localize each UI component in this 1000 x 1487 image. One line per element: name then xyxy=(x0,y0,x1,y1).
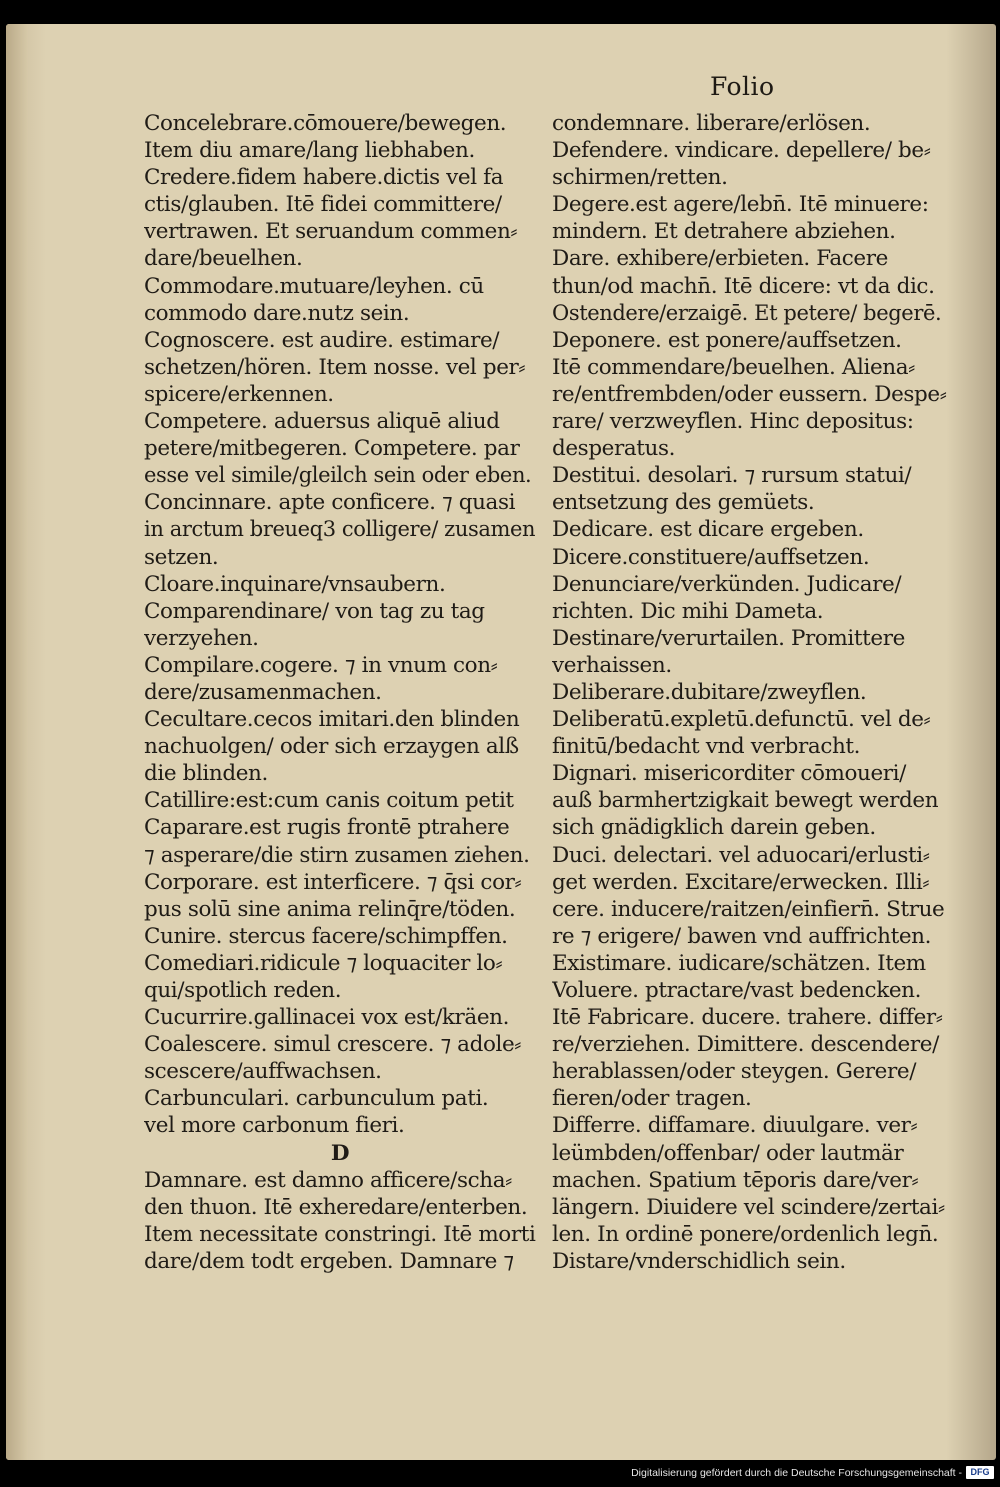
right-column-line: leümbden/offenbar/ oder lautmär xyxy=(552,1140,904,1166)
folio-header: Folio xyxy=(710,72,775,101)
right-column-line: verhaissen. xyxy=(552,652,672,678)
left-column-line: dare/beuelhen. xyxy=(144,246,303,272)
right-column-line: get werden. Excitare/erwecken. Illi⸗ xyxy=(552,869,930,895)
left-text-column xyxy=(144,110,536,1275)
right-column-line: Itē commendare/beuelhen. Aliena⸗ xyxy=(552,354,915,380)
left-column-line: verzyehen. xyxy=(144,625,259,651)
right-column-line: re/verziehen. Dimittere. descendere/ xyxy=(552,1032,939,1058)
right-column-line: Dicere.constituere/auffsetzen. xyxy=(552,544,870,570)
right-text-column xyxy=(552,110,948,1275)
right-column-line: Deliberatū.expletū.defunctū. vel de⸗ xyxy=(552,707,931,733)
left-column-line: schetzen/hören. Item nosse. vel per⸗ xyxy=(144,354,526,380)
left-column-line: qui/spotlich reden. xyxy=(144,978,342,1003)
left-column-line: Concinnare. apte conficere. ⁊ quasi xyxy=(144,490,516,516)
left-column-line: Commodare.mutuare/leyhen. cū xyxy=(144,273,484,299)
left-column-line: Credere.fidem habere.dictis vel fa xyxy=(144,165,504,191)
left-column-line: Item necessitate constringi. Itē morti xyxy=(144,1221,536,1247)
book-page xyxy=(6,24,996,1460)
left-column-line: commodo dare.nutz sein. xyxy=(144,300,410,326)
left-column-line: Concelebrare.cōmouere/bewegen. xyxy=(144,111,507,136)
right-column-line: thun/od machn̄. Itē dicere: vt da dic. xyxy=(552,273,935,299)
right-column-line: schirmen/retten. xyxy=(552,165,728,191)
left-column-line: Comparendinare/ von tag zu tag xyxy=(144,598,485,624)
left-column-line: Cucurrire.gallinacei vox est/kräen. xyxy=(144,1005,510,1031)
left-column-line: Cecultare.cecos imitari.den blinden xyxy=(144,707,520,733)
right-column-line: condemnare. liberare/erlösen. xyxy=(552,111,871,136)
binding-edge xyxy=(6,24,28,1460)
right-column-line: Ostendere/erzaigē. Et petere/ begerē. xyxy=(552,300,942,325)
right-column-line: Degere.est agere/lebn̄. Itē minuere: xyxy=(552,192,929,218)
right-column-line: herablassen/oder steygen. Gerere/ xyxy=(552,1059,917,1085)
left-column-line: esse vel simile/gleilch sein oder eben. xyxy=(144,463,532,488)
right-column-line: cere. inducere/raitzen/einfiern̄. Strue xyxy=(552,896,945,922)
left-column-line: Corporare. est interficere. ⁊ q̄si cor⸗ xyxy=(144,869,522,895)
left-column-line: die blinden. xyxy=(144,761,268,787)
left-column-line: nachuolgen/ oder sich erzaygen alß xyxy=(144,734,519,760)
left-column-line: ctis/glauben. Itē fidei committere/ xyxy=(144,192,502,218)
left-column-line: dere/zusamenmachen. xyxy=(144,679,382,705)
right-column-line: mindern. Et detrahere abziehen. xyxy=(552,219,896,245)
right-column-line: sich gnädigklich darein geben. xyxy=(552,815,876,841)
right-column-line: Voluere. ptractare/vast bedencken. xyxy=(552,978,922,1003)
dfg-logo-icon: DFG xyxy=(966,1466,994,1479)
right-column-line: Distare/vnderschidlich sein. xyxy=(552,1248,846,1274)
left-column-line: Comediari.ridicule ⁊ loquaciter lo⸗ xyxy=(144,950,503,976)
right-column-line: Dedicare. est dicare ergeben. xyxy=(552,517,864,543)
right-column-line: Deliberare.dubitare/zweyflen. xyxy=(552,679,867,705)
left-column-line: spicere/erkennen. xyxy=(144,381,334,407)
left-column-line: Catillire:est:cum canis coitum petit xyxy=(144,788,514,814)
right-column-line: Denunciare/verkünden. Judicare/ xyxy=(552,571,902,597)
left-column-line: vel more carbonum fieri. xyxy=(144,1113,405,1139)
left-column-line: Cognoscere. est audire. estimare/ xyxy=(144,327,500,353)
right-column-line: fieren/oder tragen. xyxy=(552,1086,752,1112)
left-column-line: Item diu amare/lang liebhaben. xyxy=(144,138,475,164)
right-column-line: Destinare/verurtailen. Promittere xyxy=(552,625,905,651)
right-column-line: rare/ verzweyflen. Hinc depositus: xyxy=(552,409,914,435)
right-column-line: len. In ordinē ponere/ordenlich legn̄. xyxy=(552,1221,939,1247)
left-column-line: Caparare.est rugis frontē ptrahere xyxy=(144,815,510,841)
right-column-line: finitū/bedacht vnd verbracht. xyxy=(552,734,861,760)
left-column-line: Competere. aduersus aliquē aliud xyxy=(144,409,500,435)
right-column-line: machen. Spatium tēporis dare/ver⸗ xyxy=(552,1167,919,1193)
right-column-line: entsetzung des gemüets. xyxy=(552,490,815,516)
right-column-line: re/entfrembden/oder eussern. Despe⸗ xyxy=(552,381,947,407)
left-column-line: Damnare. est damno afficere/scha⸗ xyxy=(144,1167,512,1193)
left-column-line: Cloare.inquinare/vnsaubern. xyxy=(144,571,446,597)
left-column-line: scescere/auffwachsen. xyxy=(144,1059,382,1085)
right-column-line: Deponere. est ponere/auffsetzen. xyxy=(552,327,902,353)
right-column-line: Destitui. desolari. ⁊ rursum statui/ xyxy=(552,463,912,489)
footer-bar xyxy=(0,1460,1000,1487)
left-column-line: setzen. xyxy=(144,544,219,570)
left-column-line: den thuon. Itē exheredare/enterben. xyxy=(144,1194,528,1220)
left-column-line: D xyxy=(330,1140,350,1166)
right-column-line: Dare. exhibere/erbieten. Facere xyxy=(552,246,888,272)
left-column-line: ⁊ asperare/die stirn zusamen ziehen. xyxy=(144,842,530,868)
right-column-line: richten. Dic mihi Dameta. xyxy=(552,598,824,624)
right-column-line: Differre. diffamare. diuulgare. ver⸗ xyxy=(552,1113,918,1139)
right-column-line: Duci. delectari. vel aduocari/erlusti⸗ xyxy=(552,842,930,868)
left-column-line: vertrawen. Et seruandum commen⸗ xyxy=(144,219,518,245)
right-column-line: Dignari. misericorditer cōmoueri/ xyxy=(552,761,907,787)
right-column-line: längern. Diuidere vel scindere/zertai⸗ xyxy=(552,1194,945,1220)
right-column-line: desperatus. xyxy=(552,436,676,462)
left-column-line: petere/mitbegeren. Competere. par xyxy=(144,436,520,462)
left-column-line: Carbunculari. carbunculum pati. xyxy=(144,1086,489,1112)
right-column-line: Existimare. iudicare/schätzen. Item xyxy=(552,950,926,976)
left-column-line: in arctum breueq3 colligere/ zusamen xyxy=(144,517,536,542)
left-column-line: Cunire. stercus facere/schimpffen. xyxy=(144,923,508,949)
left-column-line: pus solū sine anima relinq̄re/töden. xyxy=(144,896,516,922)
left-column-line: Coalescere. simul crescere. ⁊ adole⸗ xyxy=(144,1032,522,1058)
right-column-line: auß barmhertzigkait bewegt werden xyxy=(552,788,939,814)
right-column-line: Itē Fabricare. ducere. trahere. differ⸗ xyxy=(552,1005,943,1031)
footer-credit: Digitalisierung gefördert durch die Deutsche Forschungsgemeinschaft - xyxy=(631,1467,962,1479)
right-column-line: Defendere. vindicare. depellere/ be⸗ xyxy=(552,138,931,164)
left-column-line: dare/dem todt ergeben. Damnare ⁊ xyxy=(144,1248,514,1274)
left-column-line: Compilare.cogere. ⁊ in vnum con⸗ xyxy=(144,652,498,678)
right-column-line: re ⁊ erigere/ bawen vnd auffrichten. xyxy=(552,923,932,949)
